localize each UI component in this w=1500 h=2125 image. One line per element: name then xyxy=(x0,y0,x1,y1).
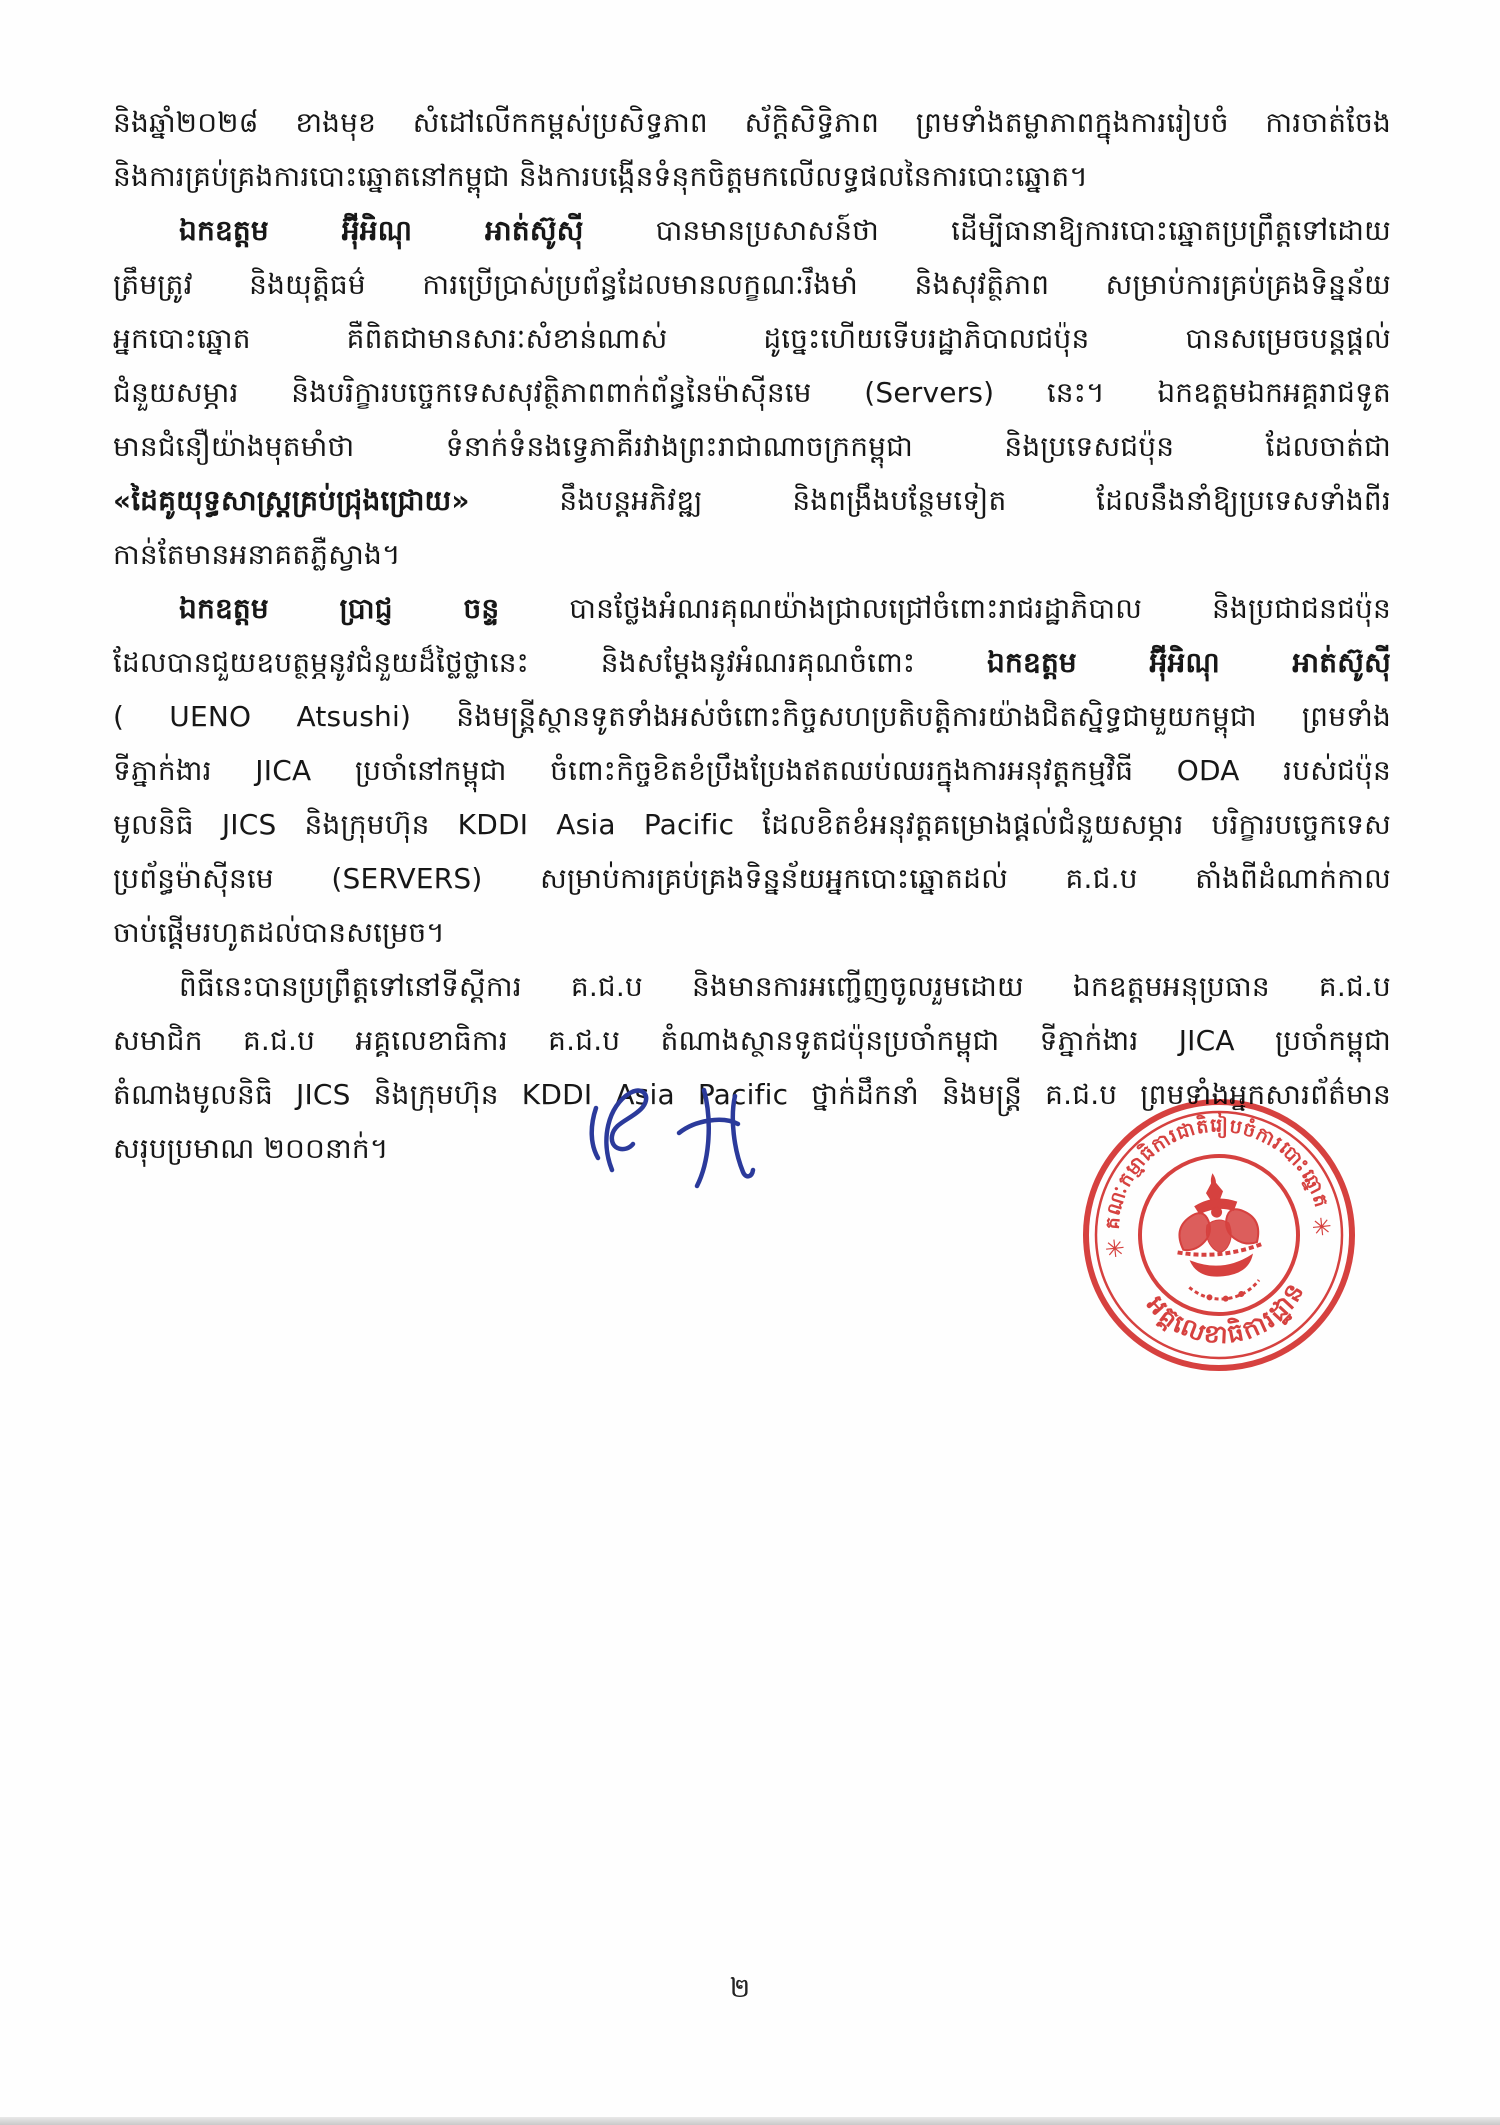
text-line: មូលនិធិ JICS និងក្រុមហ៊ុន KDDI Asia Pacific ដែលខិតខំអនុវត្តគម្រោងផ្តល់ជំនួយសម្ភារ បរិក្ខារបច្ចេកទេស xyxy=(113,808,1391,841)
text-line: ត្រឹមត្រូវ និងយុត្តិធម៌ ការប្រើប្រាស់ប្រព័ន្ធដែលមានលក្ខណៈរឹងមាំ និងសុវត្ថិភាព សម្រាប់ការគ្រប់គ្រងទិន្នន័យ xyxy=(113,268,1391,301)
text-line: ចាប់ផ្តើមរហូតដល់បានសម្រេច។ xyxy=(113,916,445,949)
text-line: ប្រព័ន្ធម៉ាស៊ីនមេ (SERVERS) សម្រាប់ការគ្រប់គ្រងទិន្នន័យអ្នកបោះឆ្នោតដល់ គ.ជ.ប តាំងពីដំណាក់កាល xyxy=(113,862,1391,895)
document-body xyxy=(113,96,1391,1176)
page-number: ២ xyxy=(729,1973,751,2004)
royal-arms-emblem xyxy=(1170,1170,1269,1306)
seal-star-left: ✳ xyxy=(1103,1233,1127,1264)
text-line: ជំនួយសម្ភារ និងបរិក្ខារបច្ចេកទេសសុវត្ថិភាពពាក់ព័ន្ធនៃម៉ាស៊ីនមេ (Servers) នេះ។ ឯកឧត្តមឯកអគ្គរាជទូត xyxy=(113,376,1391,409)
seal-bottom-arc-text: អគ្គលេខាធិការដ្ឋាន xyxy=(1141,1276,1311,1350)
text-line: ឯកឧត្តម អ៊ុីអិណុ អាត់ស៊ូស៊ី បានមានប្រសាសន៍ថា ដើម្បីធានាឱ្យការបោះឆ្នោតប្រព្រឹត្តទៅដោយ xyxy=(179,214,1391,247)
text-line: មានជំនឿយ៉ាងមុតមាំថា ទំនាក់ទំនងទ្វេភាគីរវាងព្រះរាជាណាចក្រកម្ពុជា និងប្រទេសជប៉ុន ដែលចាត់ជា xyxy=(113,430,1391,463)
text-line: ពិធីនេះបានប្រព្រឹត្តទៅនៅទីស្តីការ គ.ជ.ប និងមានការអញ្ជើញចូលរួមដោយ ឯកឧត្តមអនុប្រធាន គ.ជ.ប xyxy=(179,970,1391,1003)
text-line: សមាជិក គ.ជ.ប អគ្គលេខាធិការ គ.ជ.ប តំណាងស្ថានទូតជប៉ុនប្រចាំកម្ពុជា ទីភ្នាក់ងារ JICA ប្រចាំកម្ពុជា xyxy=(113,1024,1391,1057)
text-line: តំណាងមូលនិធិ JICS និងក្រុមហ៊ុន KDDI Asia Pacific ថ្នាក់ដឹកនាំ និងមន្ត្រី គ.ជ.ប ព្រមទាំងអ្នកសារព័ត៌មាន xyxy=(113,1078,1391,1111)
text-line: ( UENO Atsushi) និងមន្ត្រីស្ថានទូតទាំងអស់ចំពោះកិច្ចសហប្រតិបត្តិការយ៉ាងជិតស្និទ្ធជាមួយកម្ពុជា ព្រមទាំង xyxy=(113,700,1391,733)
seal-star-right: ✳ xyxy=(1310,1212,1334,1243)
text-line: និងការគ្រប់គ្រងការបោះឆ្នោតនៅកម្ពុជា និងការបង្កើនទំនុកចិត្តមកលើលទ្ធផលនៃការបោះឆ្នោត។ xyxy=(113,160,1089,193)
text-line: ទីភ្នាក់ងារ JICA ប្រចាំនៅកម្ពុជា ចំពោះកិច្ចខិតខំប្រឹងប្រែងឥតឈប់ឈរក្នុងការអនុវត្តកម្មវិធី ODA របស់ជប៉ុន xyxy=(113,754,1391,787)
text-line: ឯកឧត្តម ប្រាជ្ញ ចន្ទ បានថ្លែងអំណរគុណយ៉ាងជ្រាលជ្រៅចំពោះរាជរដ្ឋាភិបាល និងប្រជាជនជប៉ុន xyxy=(179,592,1391,625)
text-line: កាន់តែមានអនាគតភ្លឺស្វាង។ xyxy=(113,538,401,571)
text-line: ដែលបានជួយឧបត្ថម្ភនូវជំនួយដ៏ថ្លៃថ្លានេះ និងសម្តែងនូវអំណរគុណចំពោះ ឯកឧត្តម អ៊ុីអិណុ អាត់ស៊ូស៊ី xyxy=(113,646,1391,679)
text-line: និងឆ្នាំ២០២៨ ខាងមុខ សំដៅលើកកម្ពស់ប្រសិទ្ធភាព ស័ក្តិសិទ្ធិភាព ព្រមទាំងតម្លាភាពក្នុងការរៀបចំ ការចាត់ចែង xyxy=(113,106,1391,139)
text-line: សរុបប្រមាណ ២០០នាក់។ xyxy=(113,1132,389,1165)
seal-top-arc-text: គណៈកម្មាធិការជាតិរៀបចំការបោះឆ្នោត xyxy=(1101,1114,1333,1231)
text-line: «ដៃគូយុទ្ធសាស្ត្រគ្រប់ជ្រុងជ្រោយ» នឹងបន្តអភិវឌ្ឍ និងពង្រឹងបន្ថែមទៀត ដែលនឹងនាំឱ្យប្រទេសទាំងពីរ xyxy=(113,484,1391,517)
scan-edge-artifact xyxy=(0,2117,1500,2125)
text-line: អ្នកបោះឆ្នោត គឺពិតជាមានសារៈសំខាន់ណាស់ ដូច្នេះហើយទើបរដ្ឋាភិបាលជប៉ុន បានសម្រេចបន្តផ្តល់ xyxy=(113,322,1391,355)
official-seal-stamp xyxy=(1066,1082,1372,1388)
